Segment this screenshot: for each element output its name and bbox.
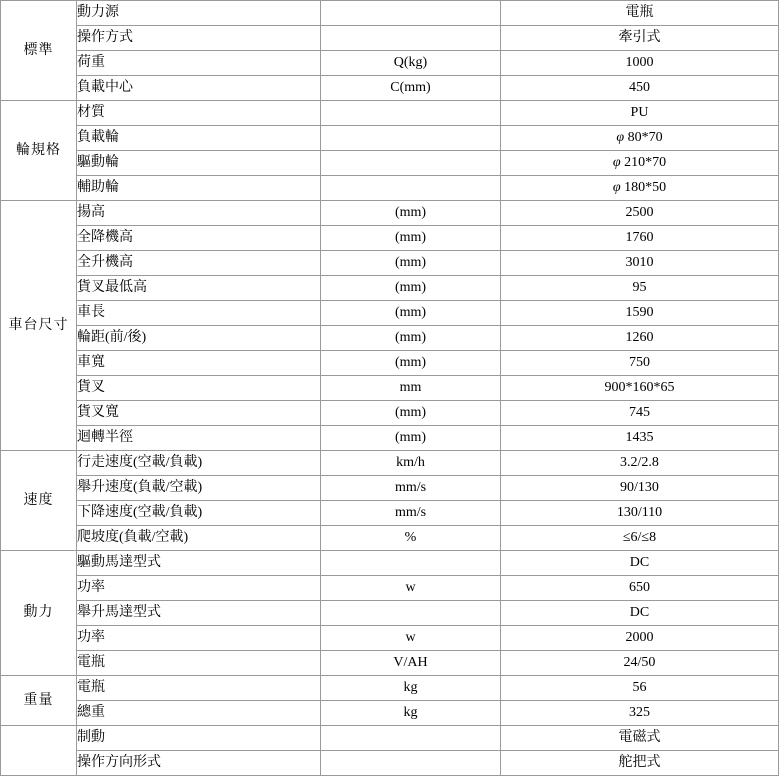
spec-unit: mm <box>321 376 501 401</box>
spec-unit: kg <box>321 676 501 701</box>
spec-value: 1760 <box>501 226 779 251</box>
spec-unit: (mm) <box>321 226 501 251</box>
table-row <box>1 176 779 201</box>
spec-unit <box>321 1 501 26</box>
spec-item-name: 輔助輪 <box>77 176 321 201</box>
spec-value: 95 <box>501 276 779 301</box>
spec-value: 1000 <box>501 51 779 76</box>
row-group-label <box>1 726 77 776</box>
spec-item-name: 電瓶 <box>77 676 321 701</box>
table-row <box>1 526 779 551</box>
spec-value: 舵把式 <box>501 751 779 776</box>
specification-table-body <box>1 1 779 776</box>
spec-value: 3010 <box>501 251 779 276</box>
spec-value: 24/50 <box>501 651 779 676</box>
spec-unit <box>321 151 501 176</box>
spec-value: 2500 <box>501 201 779 226</box>
table-row <box>1 401 779 426</box>
table-row <box>1 126 779 151</box>
table-row <box>1 1 779 26</box>
row-group-label: 車台尺寸 <box>1 201 77 451</box>
spec-value: 電瓶 <box>501 1 779 26</box>
spec-item-name: 總重 <box>77 701 321 726</box>
spec-value: 325 <box>501 701 779 726</box>
spec-item-name: 操作方式 <box>77 26 321 51</box>
table-row <box>1 751 779 776</box>
spec-unit: V/AH <box>321 651 501 676</box>
spec-unit <box>321 101 501 126</box>
spec-item-name: 驅動輪 <box>77 151 321 176</box>
table-row <box>1 101 779 126</box>
spec-item-name: 貨叉 <box>77 376 321 401</box>
table-row <box>1 276 779 301</box>
table-row <box>1 251 779 276</box>
spec-unit: (mm) <box>321 201 501 226</box>
spec-unit <box>321 176 501 201</box>
table-row <box>1 376 779 401</box>
spec-item-name: 荷重 <box>77 51 321 76</box>
spec-value: 1435 <box>501 426 779 451</box>
spec-unit: kg <box>321 701 501 726</box>
table-row <box>1 451 779 476</box>
spec-item-name: 驅動馬達型式 <box>77 551 321 576</box>
spec-value: 1590 <box>501 301 779 326</box>
spec-item-name: 輪距(前/後) <box>77 326 321 351</box>
table-row <box>1 626 779 651</box>
table-row <box>1 201 779 226</box>
table-row <box>1 426 779 451</box>
spec-unit: C(mm) <box>321 76 501 101</box>
spec-value: 750 <box>501 351 779 376</box>
spec-item-name: 功率 <box>77 576 321 601</box>
spec-unit <box>321 751 501 776</box>
spec-item-name: 動力源 <box>77 1 321 26</box>
spec-unit <box>321 601 501 626</box>
spec-value: φ 80*70 <box>501 126 779 151</box>
spec-item-name: 行走速度(空載/負載) <box>77 451 321 476</box>
spec-item-name: 揚高 <box>77 201 321 226</box>
spec-unit: mm/s <box>321 476 501 501</box>
spec-value: 電磁式 <box>501 726 779 751</box>
spec-value: φ 180*50 <box>501 176 779 201</box>
spec-unit: (mm) <box>321 301 501 326</box>
table-row <box>1 476 779 501</box>
spec-value: 450 <box>501 76 779 101</box>
spec-unit <box>321 26 501 51</box>
row-group-label: 輪規格 <box>1 101 77 201</box>
spec-unit: (mm) <box>321 401 501 426</box>
row-group-label: 動力 <box>1 551 77 676</box>
spec-unit: % <box>321 526 501 551</box>
spec-value: 745 <box>501 401 779 426</box>
spec-item-name: 操作方向形式 <box>77 751 321 776</box>
spec-value: 牽引式 <box>501 26 779 51</box>
spec-unit: (mm) <box>321 276 501 301</box>
spec-value: 56 <box>501 676 779 701</box>
spec-value: ≤6/≤8 <box>501 526 779 551</box>
spec-item-name: 貨叉最低高 <box>77 276 321 301</box>
spec-item-name: 車寬 <box>77 351 321 376</box>
table-row <box>1 351 779 376</box>
table-row <box>1 601 779 626</box>
spec-unit: (mm) <box>321 251 501 276</box>
spec-value: φ 210*70 <box>501 151 779 176</box>
spec-unit: w <box>321 576 501 601</box>
spec-unit: (mm) <box>321 326 501 351</box>
spec-item-name: 爬坡度(負載/空載) <box>77 526 321 551</box>
row-group-label: 速度 <box>1 451 77 551</box>
spec-value: 650 <box>501 576 779 601</box>
spec-item-name: 貨叉寬 <box>77 401 321 426</box>
table-row <box>1 726 779 751</box>
table-row <box>1 701 779 726</box>
spec-value: PU <box>501 101 779 126</box>
spec-unit: Q(kg) <box>321 51 501 76</box>
spec-unit <box>321 551 501 576</box>
table-row <box>1 76 779 101</box>
spec-item-name: 下降速度(空載/負載) <box>77 501 321 526</box>
spec-value: 2000 <box>501 626 779 651</box>
row-group-label: 重量 <box>1 676 77 726</box>
spec-unit: km/h <box>321 451 501 476</box>
table-row <box>1 26 779 51</box>
table-row <box>1 326 779 351</box>
table-row <box>1 301 779 326</box>
spec-unit: mm/s <box>321 501 501 526</box>
spec-value: 3.2/2.8 <box>501 451 779 476</box>
spec-item-name: 制動 <box>77 726 321 751</box>
table-row <box>1 226 779 251</box>
spec-value: 900*160*65 <box>501 376 779 401</box>
spec-item-name: 材質 <box>77 101 321 126</box>
spec-item-name: 舉升馬達型式 <box>77 601 321 626</box>
table-row <box>1 651 779 676</box>
spec-item-name: 全降機高 <box>77 226 321 251</box>
spec-unit <box>321 726 501 751</box>
spec-item-name: 負載輪 <box>77 126 321 151</box>
spec-item-name: 舉升速度(負載/空載) <box>77 476 321 501</box>
spec-item-name: 功率 <box>77 626 321 651</box>
table-row <box>1 151 779 176</box>
spec-unit: (mm) <box>321 426 501 451</box>
table-row <box>1 51 779 76</box>
table-row <box>1 551 779 576</box>
spec-value: 90/130 <box>501 476 779 501</box>
spec-value: DC <box>501 601 779 626</box>
row-group-label: 標準 <box>1 1 77 101</box>
spec-value: 1260 <box>501 326 779 351</box>
table-row <box>1 576 779 601</box>
spec-item-name: 車長 <box>77 301 321 326</box>
spec-value: DC <box>501 551 779 576</box>
spec-item-name: 迴轉半徑 <box>77 426 321 451</box>
spec-unit <box>321 126 501 151</box>
table-row <box>1 676 779 701</box>
spec-value: 130/110 <box>501 501 779 526</box>
table-row <box>1 501 779 526</box>
spec-item-name: 負載中心 <box>77 76 321 101</box>
spec-unit: w <box>321 626 501 651</box>
spec-item-name: 全升機高 <box>77 251 321 276</box>
spec-item-name: 電瓶 <box>77 651 321 676</box>
spec-unit: (mm) <box>321 351 501 376</box>
